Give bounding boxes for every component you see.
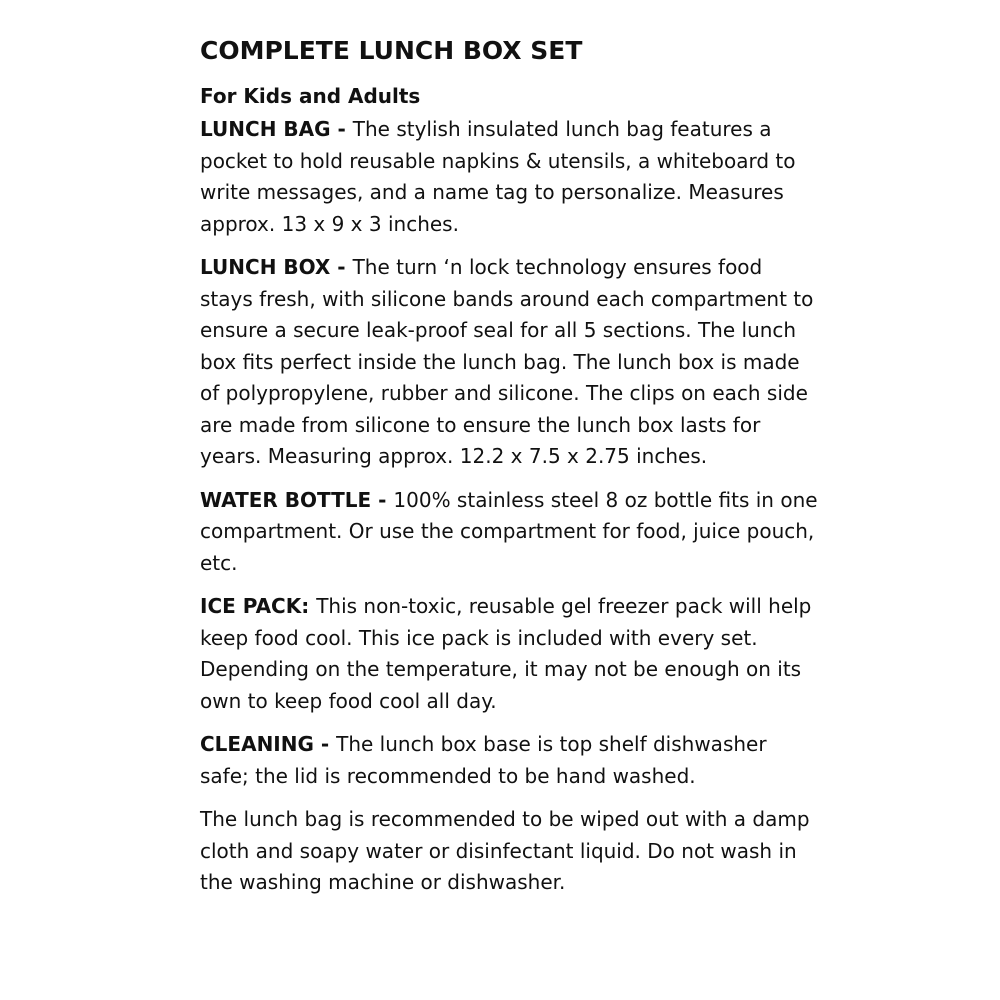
section-lunch-bag <box>200 114 820 240</box>
section-water-bottle <box>200 485 820 580</box>
section-text: The stylish insulated lunch bag features a pocket to hold reusable napkins & utensils, a whiteboard to write messages, and a name tag to personalize. Measures approx. 13 x 9 x 3 inches. <box>200 117 796 236</box>
page-title: COMPLETE LUNCH BOX SET <box>200 36 583 65</box>
section-lead: ICE PACK: <box>200 594 317 618</box>
section-text: The lunch box base is top shelf dishwasher safe; the lid is recommended to be hand washed. <box>200 732 767 788</box>
closing-paragraph: The lunch bag is recommended to be wiped out with a damp cloth and soapy water or disinfectant liquid. Do not wash in the washing machine or dishwasher. <box>200 807 810 894</box>
section-lead: LUNCH BOX - <box>200 255 353 279</box>
section-text: The turn ‘n lock technology ensures food stays fresh, with silicone bands around each compartment to ensure a secure leak-proof seal for all 5 sections. The lunch box fits perfect inside the lunch bag. The lunch box is made of polypropylene, rubber and silicone. The clips on each side are made from silicone to ensure the lunch box lasts for years. Measuring approx. 12.2 x 7.5 x 2.75 inches. <box>200 255 814 468</box>
page-subtitle: For Kids and Adults <box>200 84 421 108</box>
section-lead: CLEANING - <box>200 732 337 756</box>
section-ice-pack <box>200 591 820 717</box>
section-cleaning <box>200 729 820 792</box>
section-lunch-box <box>200 252 820 473</box>
section-lead: WATER BOTTLE - <box>200 487 394 512</box>
product-description <box>200 34 820 899</box>
section-text: 100% stainless steel 8 oz bottle fits in one compartment. Or use the compartment for food, juice pouch, etc. <box>200 487 818 575</box>
section-lead: LUNCH BAG - <box>200 117 353 141</box>
section-text: This non-toxic, reusable gel freezer pack will help keep food cool. This ice pack is included with every set. Depending on the temperature, it may not be enough on its own to keep food cool all day. <box>200 594 812 713</box>
